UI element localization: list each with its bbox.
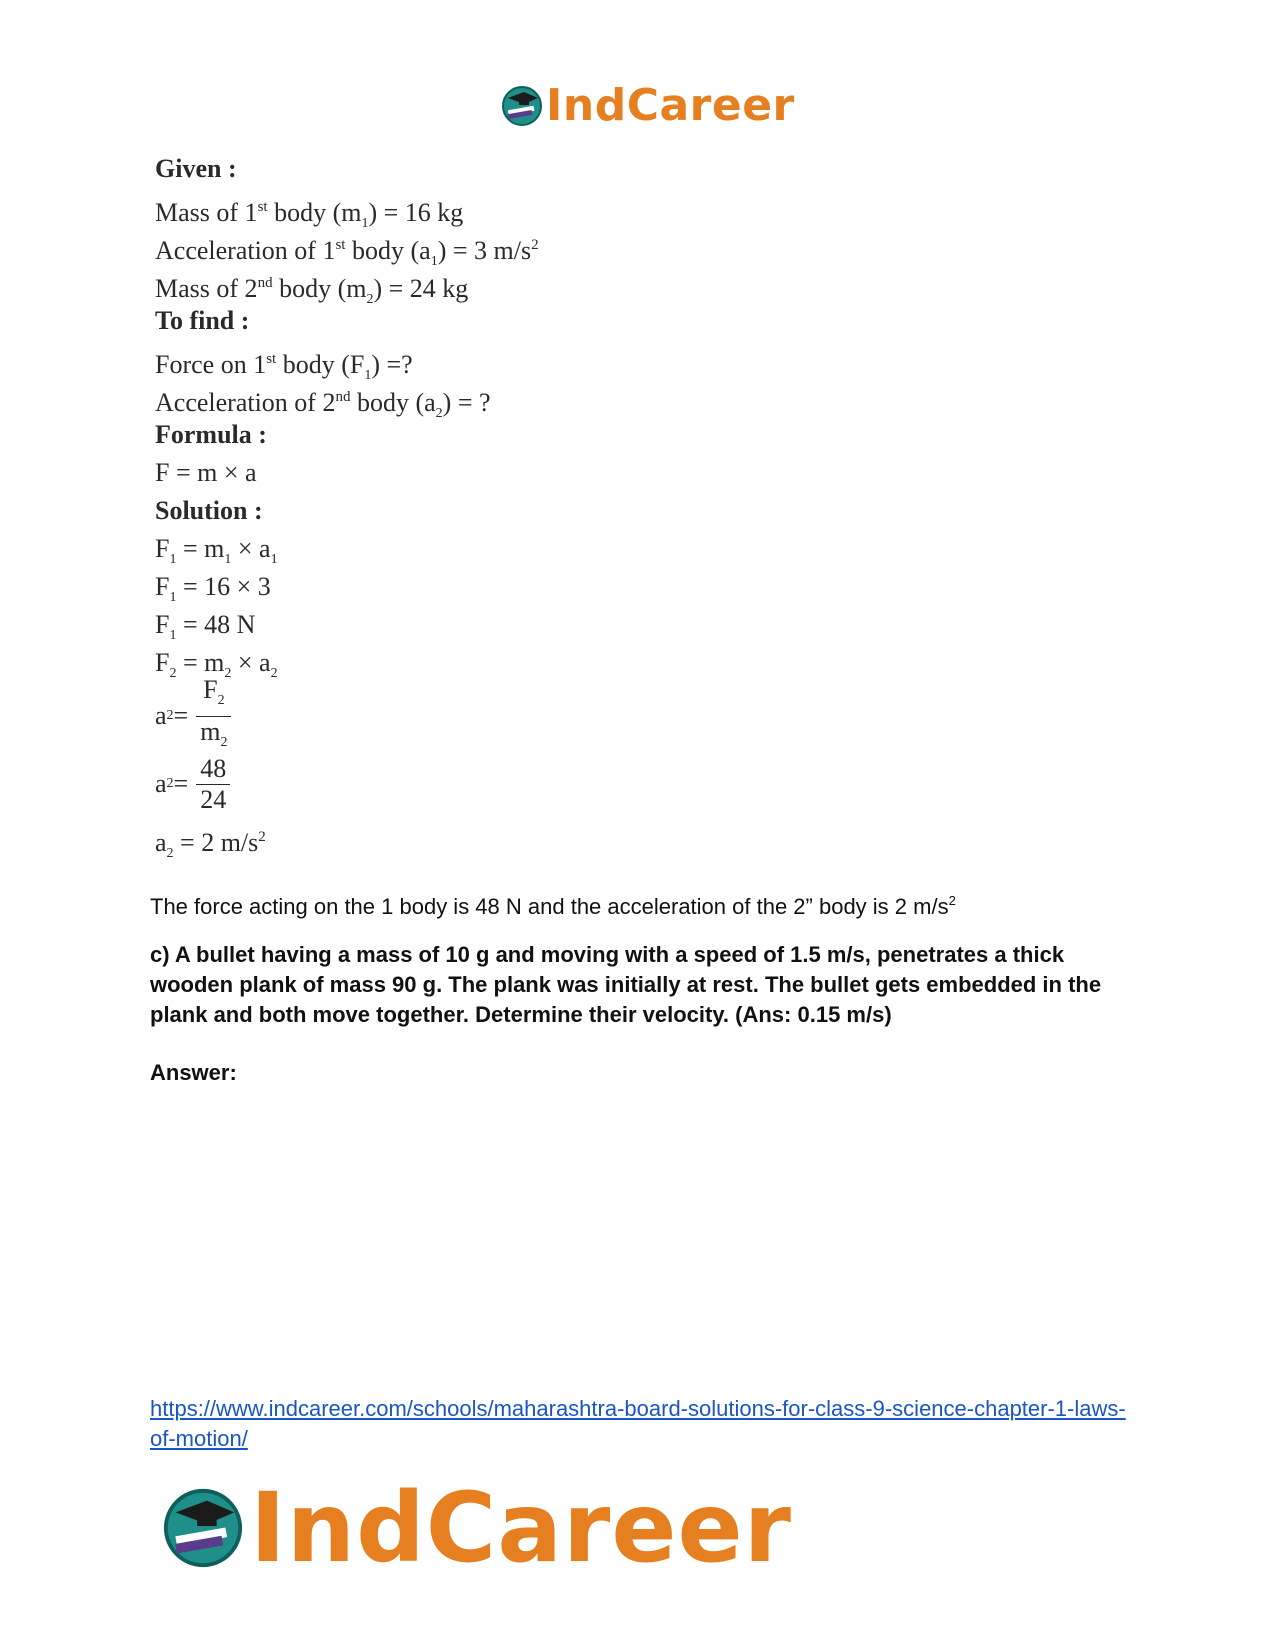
to-find-line-2: Acceleration of 2nd body $(a_2)$ = ? <box>155 388 491 421</box>
given-line-2: Acceleration of 1st body $(a_1) = 3$ $m/s^2$ <box>155 236 539 269</box>
to-find-heading: To find : <box>155 306 250 335</box>
solution-heading: Solution : <box>155 496 263 525</box>
solution-fraction-2: a 2 = $\frac{48}{24}$ <box>155 750 539 818</box>
formula-line: F = m × a <box>155 458 257 487</box>
logo-wordmark: IndCareer <box>546 80 795 131</box>
graduation-cap-book-icon <box>500 84 544 128</box>
formula-heading: Formula : <box>155 420 267 449</box>
logo-bottom <box>160 1472 792 1584</box>
source-link[interactable]: https://www.indcareer.com/schools/maharashtra-board-solutions-for-class-9-science-chapter-1-laws-of-motion/ <box>150 1396 1126 1451</box>
graduation-cap-book-icon <box>160 1485 246 1571</box>
solution-line-2: $F_1 = 16 \times 3$ <box>155 572 271 605</box>
solution-image-block <box>155 150 539 861</box>
question-text: c) A bullet having a mass of 10 g and moving with a speed of 1.5 m/s, penetrates a thick wooden plank of mass 90 g. The plank was initially at rest. The bullet gets embedded in the plank and both move together. Determine their velocity. (Ans: 0.15 m/s) <box>150 942 1102 1027</box>
given-line-3: Mass of 2nd body $(m_2) = 24$ kg <box>155 274 469 307</box>
to-find-line-1: Force on 1st body $(F_1)$ =? <box>155 350 413 383</box>
given-line-1: Mass of 1st body $(m_1) = 16$ kg <box>155 198 464 231</box>
logo-top <box>500 80 795 131</box>
solution-line-3: $F_1 = 48$ N <box>155 610 256 643</box>
solution-result: $a_2 = 2$ $m/s^2$ <box>155 828 266 861</box>
given-heading: Given : <box>155 154 237 183</box>
solution-line-1: $F_1 = m_1 \times a_1$ <box>155 534 278 567</box>
conclusion-text: The force acting on the 1 body is 48 N and the acceleration of the 2” body is 2 $m/s^2$ <box>150 893 956 919</box>
solution-line-4: $F_2 = m_2 \times a_2$ <box>155 648 278 681</box>
solution-fraction-1: a 2 = $\frac{F_2}{m_2}$ <box>155 682 539 750</box>
logo-wordmark: IndCareer <box>250 1472 792 1584</box>
answer-label: Answer: <box>150 1060 237 1085</box>
